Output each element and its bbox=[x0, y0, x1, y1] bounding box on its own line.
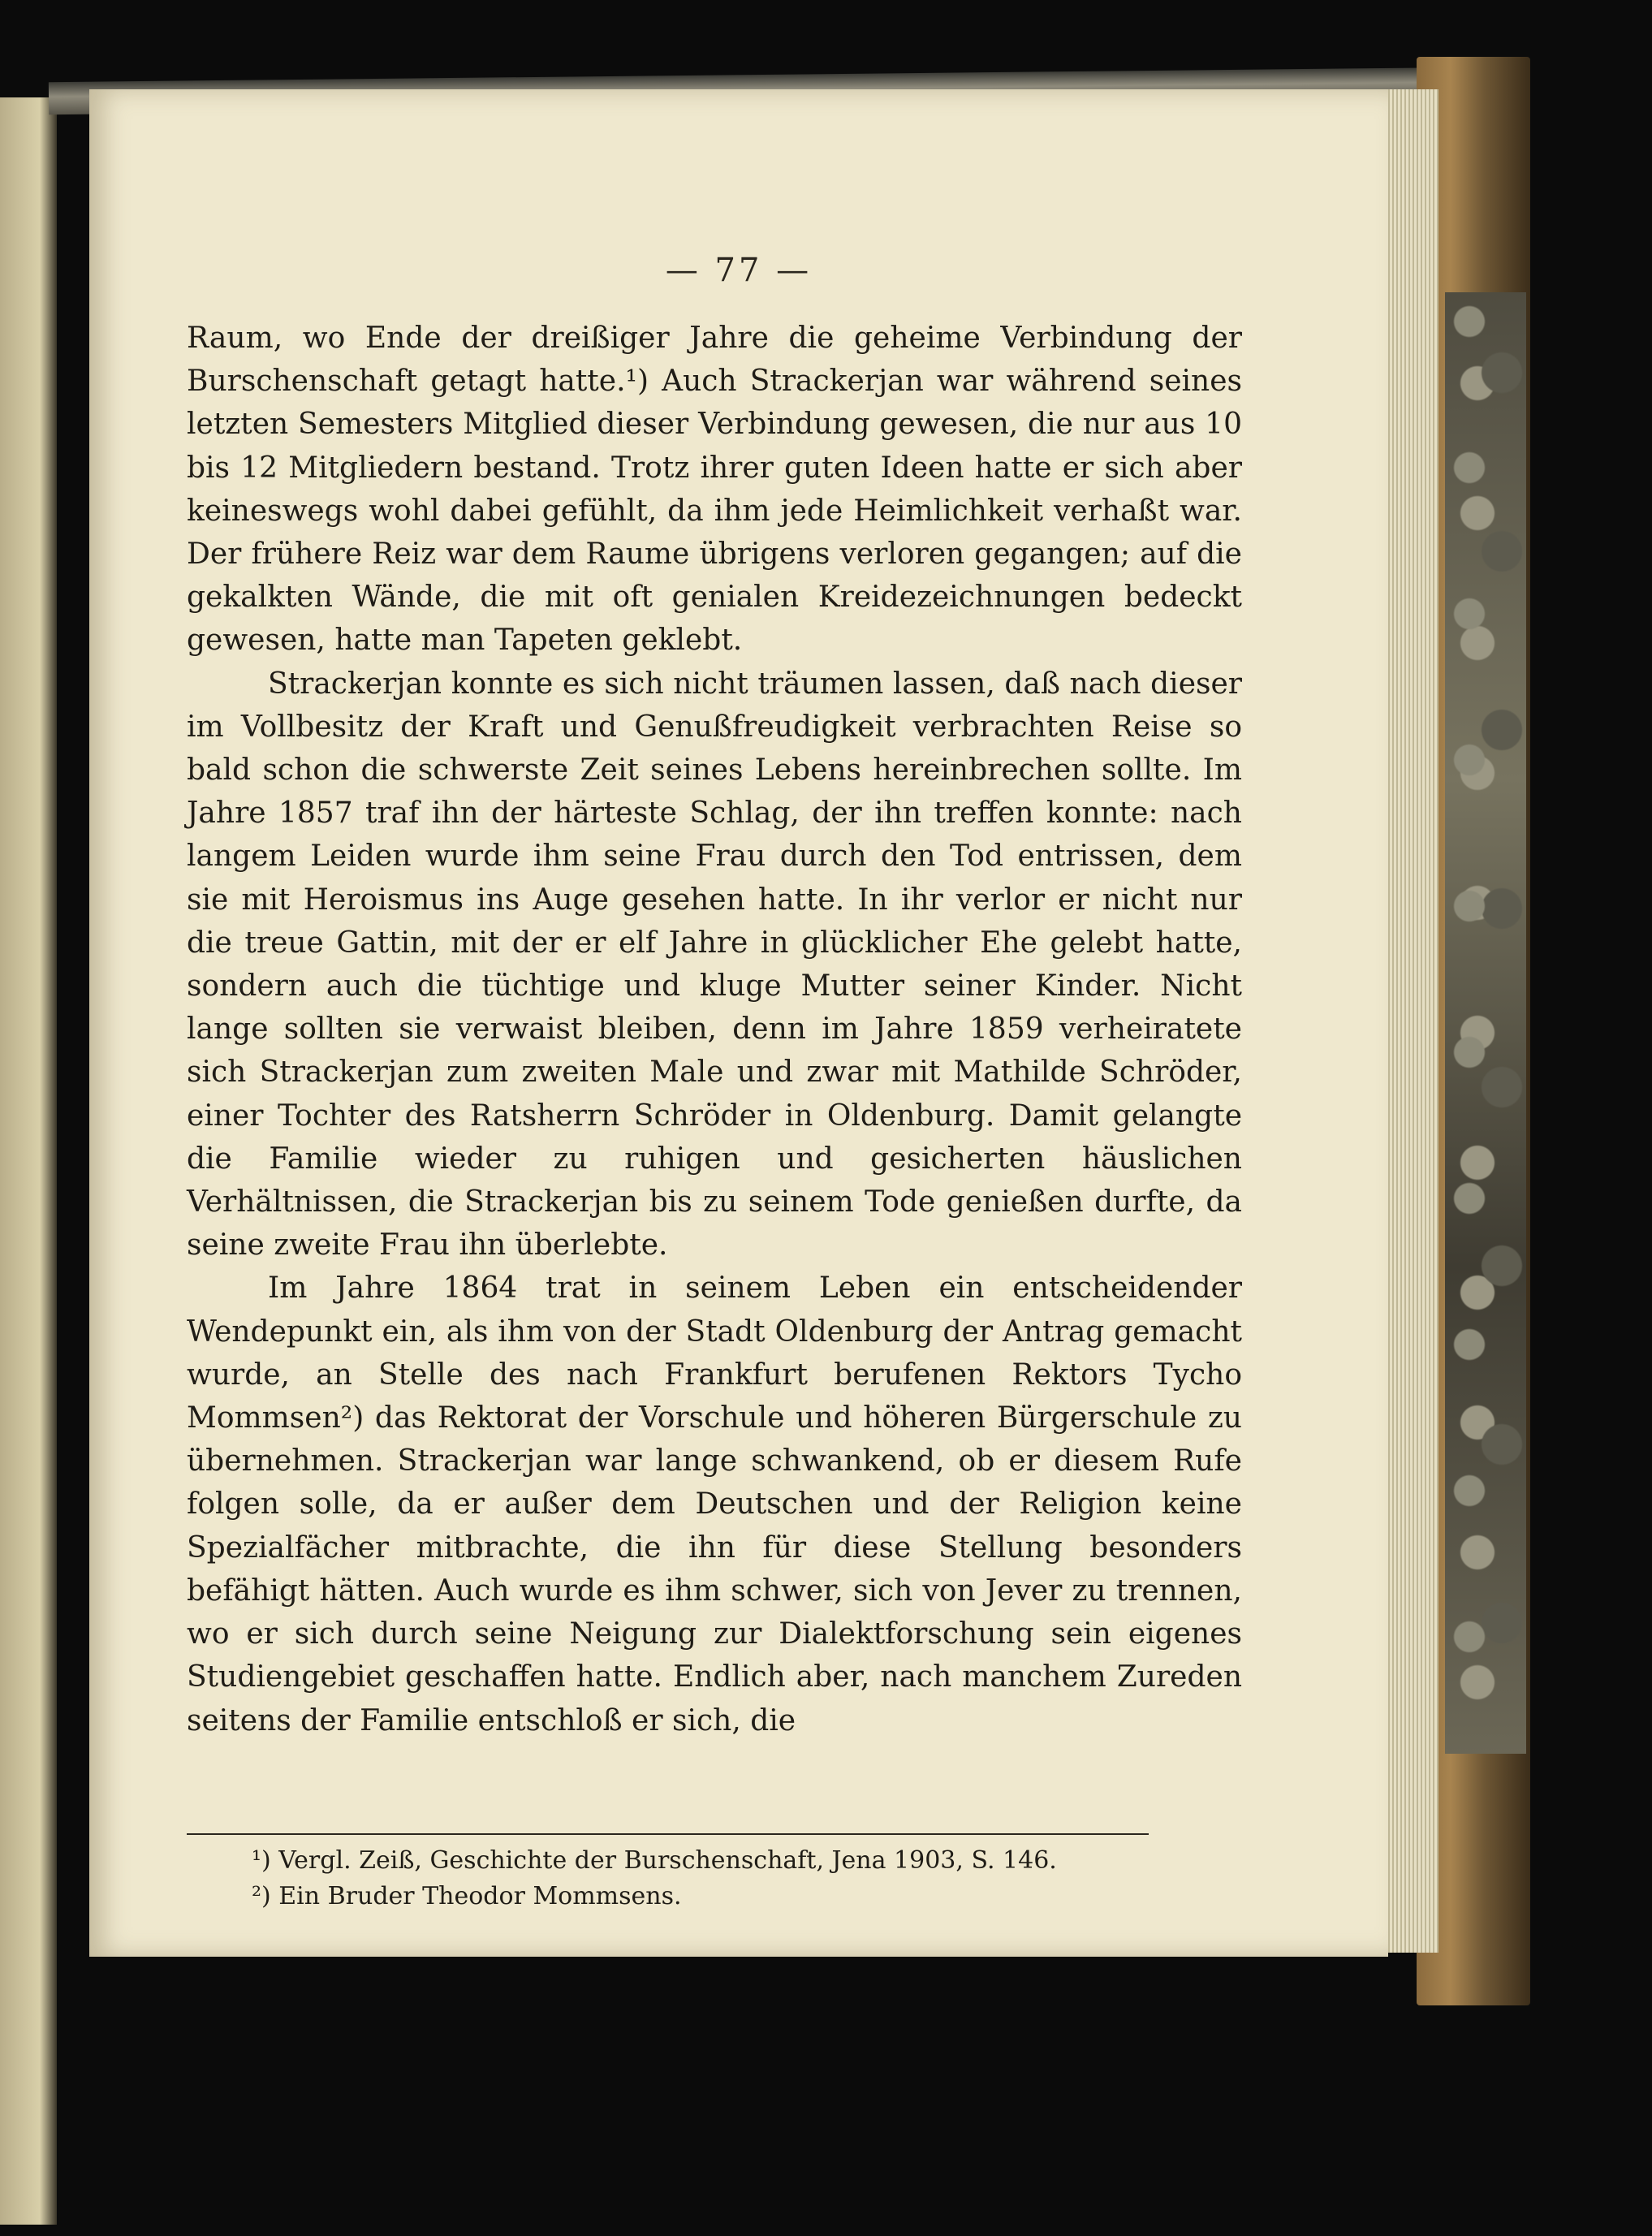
paragraph-1: Raum, wo Ende der dreißiger Jahre die geheime Verbindung der Burschenschaft getagt hatte.¹) Auch Strackerjan war während seines letzten Semesters Mitglied dieser Verbindung gewesen, die nur aus 10 bis 12 Mitgliedern bestand. Trotz ihrer guten Ideen hatte er sich aber keineswegs wohl dabei gefühlt, da ihm jede Heimlichkeit verhaßt war. Der frühere Reiz war dem Raume übrigens verloren gegangen; auf die gekalkten Wände, die mit oft genialen Kreidezeichnungen bedeckt gewesen, hatte man Tapeten geklebt. bbox=[187, 322, 1242, 658]
footnote-2: ²) Ein Bruder Theodor Mommsens. bbox=[252, 1882, 682, 1910]
page-stack-edges bbox=[1380, 89, 1438, 1953]
left-page-edge bbox=[0, 97, 57, 2225]
marbled-endpaper bbox=[1445, 292, 1526, 1754]
paragraph-3: Im Jahre 1864 trat in seinem Leben ein entscheidender Wendepunkt ein, als ihm von der Stadt Oldenburg der Antrag gemacht wurde, an Stelle des nach Frankfurt berufenen Rektors Tycho Mommsen²) das Rektorat der Vorschule und höheren Bürgerschule zu übernehmen. Strackerjan war lange schwankend, ob er diesem Rufe folgen solle, da er außer dem Deutschen und der Religion keine Spezialfächer mitbrachte, die ihn für diese Stellung besonders befähigt hätten. Auch wurde es ihm schwer, sich von Jever zu trennen, wo er sich durch seine Neigung zur Dialektforschung sein eigenes Studiengebiet geschaffen hatte. Endlich aber, nach manchem Zureden seitens der Familie entschloß er sich, die bbox=[187, 1271, 1242, 1737]
footnote-rule bbox=[187, 1833, 1149, 1835]
footnote-1: ¹) Vergl. Zeiß, Geschichte der Burschenschaft, Jena 1903, S. 146. bbox=[252, 1846, 1057, 1875]
body-text bbox=[187, 317, 1242, 1742]
paragraph-2: Strackerjan konnte es sich nicht träumen lassen, daß nach dieser im Vollbesitz der Kraft und Genußfreudigkeit verbrachten Reise so bald schon die schwerste Zeit seines Lebens hereinbrechen sollte. Im Jahre 1857 traf ihn der härteste Schlag, der ihn treffen konnte: nach langem Leiden wurde ihm seine Frau durch den Tod entrissen, dem sie mit Heroismus ins Auge gesehen hatte. In ihr verlor er nicht nur die treue Gattin, mit der er elf Jahre in glücklicher Ehe gelebt hatte, sondern auch die tüchtige und kluge Mutter seiner Kinder. Nicht lange sollten sie verwaist bleiben, denn im Jahre 1859 verheiratete sich Strackerjan zum zweiten Male und zwar mit Mathilde Schröder, einer Tochter des Ratsherrn Schröder in Oldenburg. Damit gelangte die Familie wieder zu ruhigen und gesicherten häuslichen Verhältnissen, die Strackerjan bis zu seinem Tode genießen durfte, da seine zweite Frau ihn überlebte. bbox=[187, 667, 1242, 1263]
book-page bbox=[89, 89, 1388, 1957]
page-number: — 77 — bbox=[665, 252, 813, 289]
footnotes bbox=[252, 1843, 1226, 1914]
